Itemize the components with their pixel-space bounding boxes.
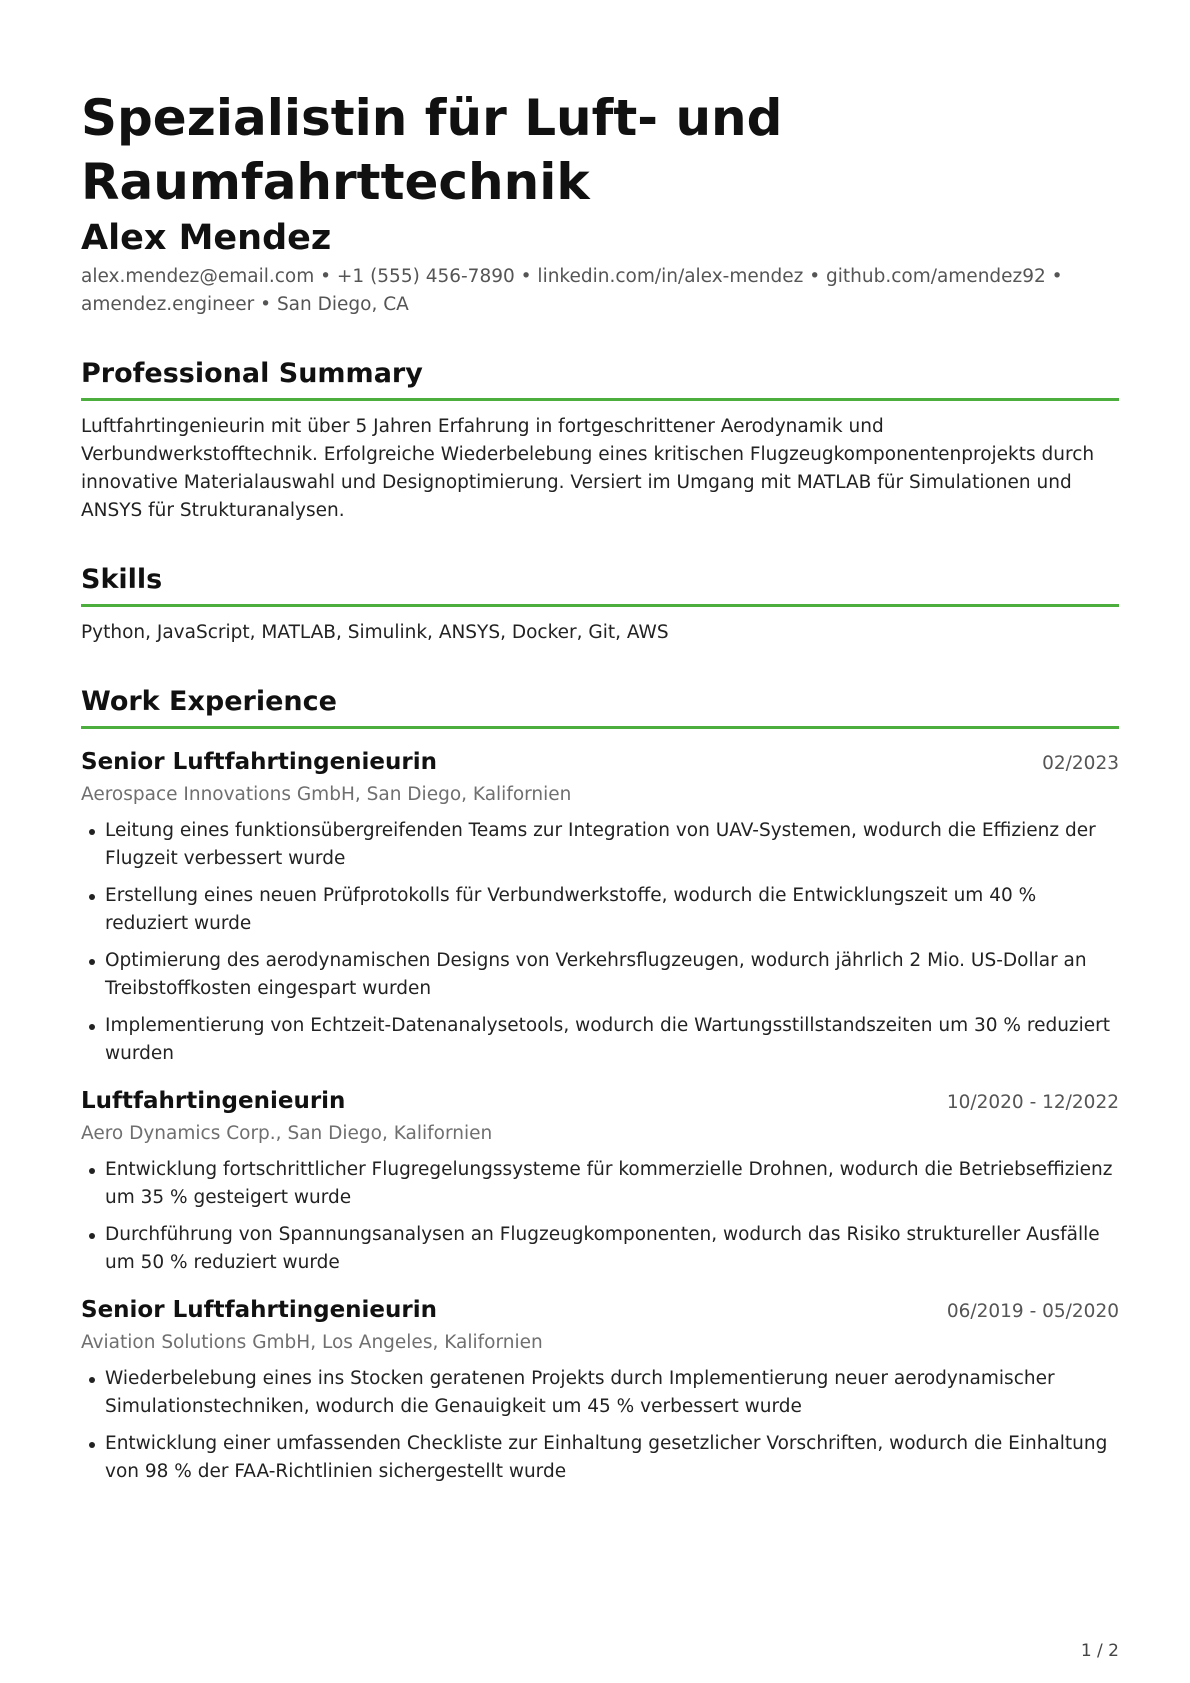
job-bullet-text: Leitung eines funktionsübergreifenden Teams zur Integration von UAV-Systemen, wodurch die Effizienz der Flugzeit verbessert wurde	[105, 820, 1096, 869]
job-entry	[81, 1293, 1119, 1486]
person-name: Alex Mendez	[81, 218, 332, 258]
bullet-dot-icon	[89, 1377, 95, 1383]
bullet-dot-icon	[89, 1233, 95, 1239]
job-bullet-text: Entwicklung einer umfassenden Checkliste zur Einhaltung gesetzlicher Vorschriften, wodurch die Einhaltung von 98 % der FAA-Richtlinien sichergestellt wurde	[105, 1433, 1108, 1482]
job-date: 02/2023	[1042, 753, 1119, 774]
section-title-experience: Work Experience	[81, 685, 1119, 729]
job-bullet	[81, 1365, 1119, 1421]
summary-section	[81, 357, 1119, 525]
job-header	[81, 1084, 1119, 1118]
bullet-dot-icon	[89, 1024, 95, 1030]
document-title: Spezialistin für Luft- und Raumfahrttechnik	[81, 89, 783, 211]
bullet-dot-icon	[89, 1168, 95, 1174]
job-bullet	[81, 882, 1119, 938]
job-bullet-text: Durchführung von Spannungsanalysen an Flugzeugkomponenten, wodurch das Risiko struktureller Ausfälle um 50 % reduziert wurde	[105, 1224, 1100, 1273]
job-bullets	[81, 1365, 1119, 1486]
job-company: Aerospace Innovations GmbH, San Diego, Kalifornien	[81, 784, 572, 805]
section-title-summary: Professional Summary	[81, 357, 1119, 401]
section-title-skills: Skills	[81, 563, 1119, 607]
job-header	[81, 745, 1119, 779]
job-bullet	[81, 817, 1119, 873]
job-bullet-text: Erstellung eines neuen Prüfprotokolls für Verbundwerkstoffe, wodurch die Entwicklungszeit um 40 % reduziert wurde	[105, 885, 1037, 934]
job-date: 10/2020 - 12/2022	[946, 1092, 1119, 1113]
job-bullet-text: Entwicklung fortschrittlicher Flugregelungssysteme für kommerzielle Drohnen, wodurch die Betriebseffizienz um 35 % gesteigert wurde	[105, 1159, 1113, 1208]
job-entry	[81, 745, 1119, 1068]
job-date: 06/2019 - 05/2020	[946, 1301, 1119, 1322]
job-bullet	[81, 1012, 1119, 1068]
job-bullets	[81, 1156, 1119, 1277]
job-company: Aviation Solutions GmbH, Los Angeles, Kalifornien	[81, 1332, 543, 1353]
job-bullet	[81, 1221, 1119, 1277]
skills-text: Python, JavaScript, MATLAB, Simulink, ANSYS, Docker, Git, AWS	[81, 622, 669, 643]
job-bullets	[81, 817, 1119, 1068]
job-bullet	[81, 947, 1119, 1003]
job-bullet	[81, 1156, 1119, 1212]
job-entry	[81, 1084, 1119, 1277]
bullet-dot-icon	[89, 1442, 95, 1448]
job-bullet-text: Implementierung von Echtzeit-Datenanalysetools, wodurch die Wartungsstillstandszeiten um 30 % reduziert wurden	[105, 1015, 1111, 1064]
bullet-dot-icon	[89, 959, 95, 965]
job-bullet	[81, 1430, 1119, 1486]
skills-section	[81, 563, 1119, 647]
summary-text: Luftfahrtingenieurin mit über 5 Jahren Erfahrung in fortgeschrittener Aerodynamik und Verbundwerkstofftechnik. Erfolgreiche Wiederbelebung eines kritischen Flugzeugkomponentenprojekts durch innovative Materialauswahl und Designoptimierung. Versiert im Umgang mit MATLAB für Simulationen und ANSYS für Strukturanalysen.	[81, 416, 1095, 521]
job-header	[81, 1293, 1119, 1327]
job-bullet-text: Wiederbelebung eines ins Stocken geratenen Projekts durch Implementierung neuer aerodynamischer Simulationstechniken, wodurch die Genauigkeit um 45 % verbessert wurde	[105, 1368, 1055, 1417]
job-title: Senior Luftfahrtingenieurin	[81, 1297, 437, 1323]
job-title: Luftfahrtingenieurin	[81, 1088, 346, 1114]
contact-line: alex.mendez@email.com • +1 (555) 456-7890 • linkedin.com/in/alex-mendez • github.com/amendez92 • amendez.engineer • San Diego, CA	[81, 266, 1063, 315]
experience-section	[81, 685, 1119, 1486]
job-company: Aero Dynamics Corp., San Diego, Kalifornien	[81, 1123, 493, 1144]
resume-content	[81, 86, 1119, 1495]
job-bullet-text: Optimierung des aerodynamischen Designs von Verkehrsflugzeugen, wodurch jährlich 2 Mio. US-Dollar an Treibstoffkosten eingespart wurden	[105, 950, 1087, 999]
bullet-dot-icon	[89, 894, 95, 900]
job-title: Senior Luftfahrtingenieurin	[81, 749, 437, 775]
page-number: 1 / 2	[1080, 1641, 1119, 1661]
bullet-dot-icon	[89, 829, 95, 835]
